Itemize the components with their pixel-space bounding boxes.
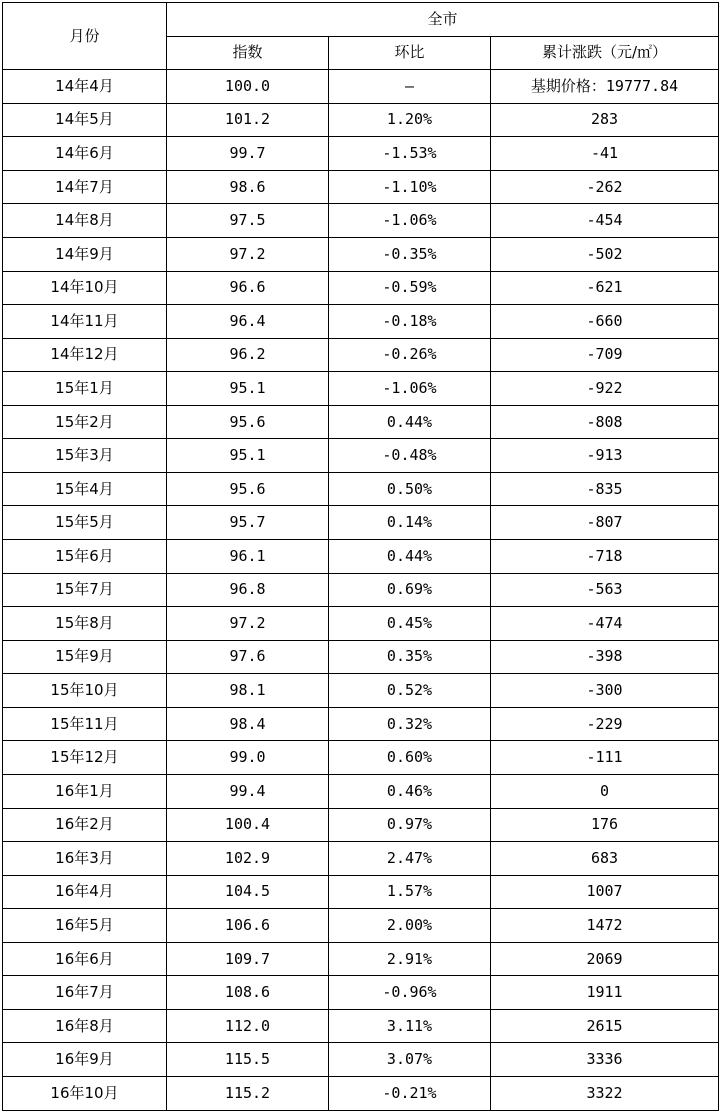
month-cell: 14年4月: [3, 70, 167, 104]
index-cell: 95.1: [167, 439, 329, 473]
month-cell: 15年5月: [3, 506, 167, 540]
table-row: [3, 305, 719, 339]
index-cell: 109.7: [167, 942, 329, 976]
month-cell: 16年2月: [3, 808, 167, 842]
table-row: [3, 976, 719, 1010]
header-month: 月份: [3, 3, 167, 70]
month-cell: 15年1月: [3, 372, 167, 406]
mom-cell: -0.59%: [329, 271, 491, 305]
month-cell: 14年7月: [3, 170, 167, 204]
month-cell: 15年9月: [3, 640, 167, 674]
cumulative-cell: -502: [491, 237, 719, 271]
table-row: [3, 204, 719, 238]
cumulative-cell: 283: [491, 103, 719, 137]
mom-cell: -1.06%: [329, 204, 491, 238]
mom-cell: -0.48%: [329, 439, 491, 473]
cumulative-cell: -300: [491, 674, 719, 708]
month-cell: 14年11月: [3, 305, 167, 339]
table-row: [3, 439, 719, 473]
index-cell: 96.2: [167, 338, 329, 372]
cumulative-cell: 3336: [491, 1043, 719, 1077]
month-cell: 15年10月: [3, 674, 167, 708]
table-row: [3, 170, 719, 204]
cumulative-cell: 683: [491, 842, 719, 876]
table-body: [3, 3, 719, 1111]
table-row: [3, 472, 719, 506]
month-cell: 14年9月: [3, 237, 167, 271]
index-cell: 95.7: [167, 506, 329, 540]
index-cell: 97.6: [167, 640, 329, 674]
price-index-table: [2, 2, 719, 1111]
table-row: [3, 1009, 719, 1043]
index-cell: 98.6: [167, 170, 329, 204]
cumulative-cell: 176: [491, 808, 719, 842]
table-row: [3, 774, 719, 808]
table-row: [3, 1077, 719, 1111]
table-row: [3, 237, 719, 271]
cumulative-cell: -474: [491, 607, 719, 641]
mom-cell: -1.53%: [329, 137, 491, 171]
table-row: [3, 506, 719, 540]
index-cell: 98.4: [167, 707, 329, 741]
mom-cell: 0.44%: [329, 540, 491, 574]
cumulative-cell: 2615: [491, 1009, 719, 1043]
index-cell: 98.1: [167, 674, 329, 708]
mom-cell: 3.07%: [329, 1043, 491, 1077]
index-cell: 112.0: [167, 1009, 329, 1043]
table-row: [3, 909, 719, 943]
table-row: [3, 372, 719, 406]
index-cell: 115.2: [167, 1077, 329, 1111]
mom-cell: 2.00%: [329, 909, 491, 943]
month-cell: 16年3月: [3, 842, 167, 876]
cumulative-cell: -660: [491, 305, 719, 339]
index-cell: 106.6: [167, 909, 329, 943]
cumulative-cell: 0: [491, 774, 719, 808]
month-cell: 16年10月: [3, 1077, 167, 1111]
table-row: [3, 70, 719, 104]
table-row: [3, 875, 719, 909]
cumulative-cell: -262: [491, 170, 719, 204]
cumulative-cell: -563: [491, 573, 719, 607]
index-cell: 96.8: [167, 573, 329, 607]
mom-cell: 0.45%: [329, 607, 491, 641]
cumulative-cell: -454: [491, 204, 719, 238]
month-cell: 16年5月: [3, 909, 167, 943]
mom-cell: —: [329, 70, 491, 104]
mom-cell: 0.14%: [329, 506, 491, 540]
mom-cell: 0.69%: [329, 573, 491, 607]
mom-cell: 0.97%: [329, 808, 491, 842]
mom-cell: 0.32%: [329, 707, 491, 741]
cumulative-cell: -709: [491, 338, 719, 372]
table-row: [3, 674, 719, 708]
month-cell: 14年6月: [3, 137, 167, 171]
cumulative-cell: -111: [491, 741, 719, 775]
table-row: [3, 808, 719, 842]
month-cell: 15年4月: [3, 472, 167, 506]
index-cell: 101.2: [167, 103, 329, 137]
table-row: [3, 540, 719, 574]
month-cell: 16年6月: [3, 942, 167, 976]
mom-cell: 2.47%: [329, 842, 491, 876]
header-mom: 环比: [329, 36, 491, 70]
mom-cell: -0.35%: [329, 237, 491, 271]
table-row: [3, 1043, 719, 1077]
cumulative-cell: -621: [491, 271, 719, 305]
index-cell: 100.0: [167, 70, 329, 104]
index-cell: 104.5: [167, 875, 329, 909]
cumulative-cell: 基期价格：19777.84: [491, 70, 719, 104]
cumulative-cell: -229: [491, 707, 719, 741]
table-row: [3, 607, 719, 641]
cumulative-cell: -913: [491, 439, 719, 473]
mom-cell: 0.35%: [329, 640, 491, 674]
header-group: 全市: [167, 3, 719, 37]
table-row: [3, 741, 719, 775]
cumulative-cell: 1472: [491, 909, 719, 943]
table-row: [3, 405, 719, 439]
month-cell: 16年4月: [3, 875, 167, 909]
mom-cell: 3.11%: [329, 1009, 491, 1043]
mom-cell: 0.46%: [329, 774, 491, 808]
mom-cell: 2.91%: [329, 942, 491, 976]
index-cell: 95.6: [167, 472, 329, 506]
header-row-1: [3, 3, 719, 37]
table-row: [3, 103, 719, 137]
month-cell: 14年5月: [3, 103, 167, 137]
mom-cell: -1.06%: [329, 372, 491, 406]
cumulative-cell: -808: [491, 405, 719, 439]
table-row: [3, 942, 719, 976]
index-cell: 97.5: [167, 204, 329, 238]
mom-cell: -0.18%: [329, 305, 491, 339]
index-cell: 108.6: [167, 976, 329, 1010]
mom-cell: 1.57%: [329, 875, 491, 909]
month-cell: 15年7月: [3, 573, 167, 607]
table-row: [3, 640, 719, 674]
cumulative-cell: 1911: [491, 976, 719, 1010]
index-cell: 96.1: [167, 540, 329, 574]
month-cell: 15年3月: [3, 439, 167, 473]
month-cell: 15年8月: [3, 607, 167, 641]
cumulative-cell: -718: [491, 540, 719, 574]
cumulative-cell: -807: [491, 506, 719, 540]
index-cell: 99.0: [167, 741, 329, 775]
index-cell: 100.4: [167, 808, 329, 842]
mom-cell: -0.21%: [329, 1077, 491, 1111]
index-cell: 99.4: [167, 774, 329, 808]
month-cell: 15年12月: [3, 741, 167, 775]
cumulative-cell: -835: [491, 472, 719, 506]
table-row: [3, 137, 719, 171]
index-cell: 95.1: [167, 372, 329, 406]
mom-cell: -0.96%: [329, 976, 491, 1010]
mom-cell: -0.26%: [329, 338, 491, 372]
cumulative-cell: -41: [491, 137, 719, 171]
header-index: 指数: [167, 36, 329, 70]
mom-cell: 0.50%: [329, 472, 491, 506]
month-cell: 16年9月: [3, 1043, 167, 1077]
month-cell: 16年1月: [3, 774, 167, 808]
index-cell: 97.2: [167, 607, 329, 641]
month-cell: 14年8月: [3, 204, 167, 238]
mom-cell: -1.10%: [329, 170, 491, 204]
table-row: [3, 271, 719, 305]
month-cell: 14年10月: [3, 271, 167, 305]
month-cell: 16年8月: [3, 1009, 167, 1043]
table-row: [3, 338, 719, 372]
mom-cell: 0.52%: [329, 674, 491, 708]
month-cell: 16年7月: [3, 976, 167, 1010]
cumulative-cell: -922: [491, 372, 719, 406]
cumulative-cell: -398: [491, 640, 719, 674]
month-cell: 15年11月: [3, 707, 167, 741]
cumulative-cell: 3322: [491, 1077, 719, 1111]
index-cell: 99.7: [167, 137, 329, 171]
header-cumulative: 累计涨跌（元/㎡）: [491, 36, 719, 70]
table-row: [3, 842, 719, 876]
index-cell: 96.6: [167, 271, 329, 305]
mom-cell: 1.20%: [329, 103, 491, 137]
cumulative-cell: 2069: [491, 942, 719, 976]
index-cell: 96.4: [167, 305, 329, 339]
index-cell: 115.5: [167, 1043, 329, 1077]
mom-cell: 0.44%: [329, 405, 491, 439]
month-cell: 14年12月: [3, 338, 167, 372]
table-row: [3, 707, 719, 741]
mom-cell: 0.60%: [329, 741, 491, 775]
table-row: [3, 573, 719, 607]
index-cell: 102.9: [167, 842, 329, 876]
month-cell: 15年2月: [3, 405, 167, 439]
month-cell: 15年6月: [3, 540, 167, 574]
cumulative-cell: 1007: [491, 875, 719, 909]
index-cell: 97.2: [167, 237, 329, 271]
index-cell: 95.6: [167, 405, 329, 439]
